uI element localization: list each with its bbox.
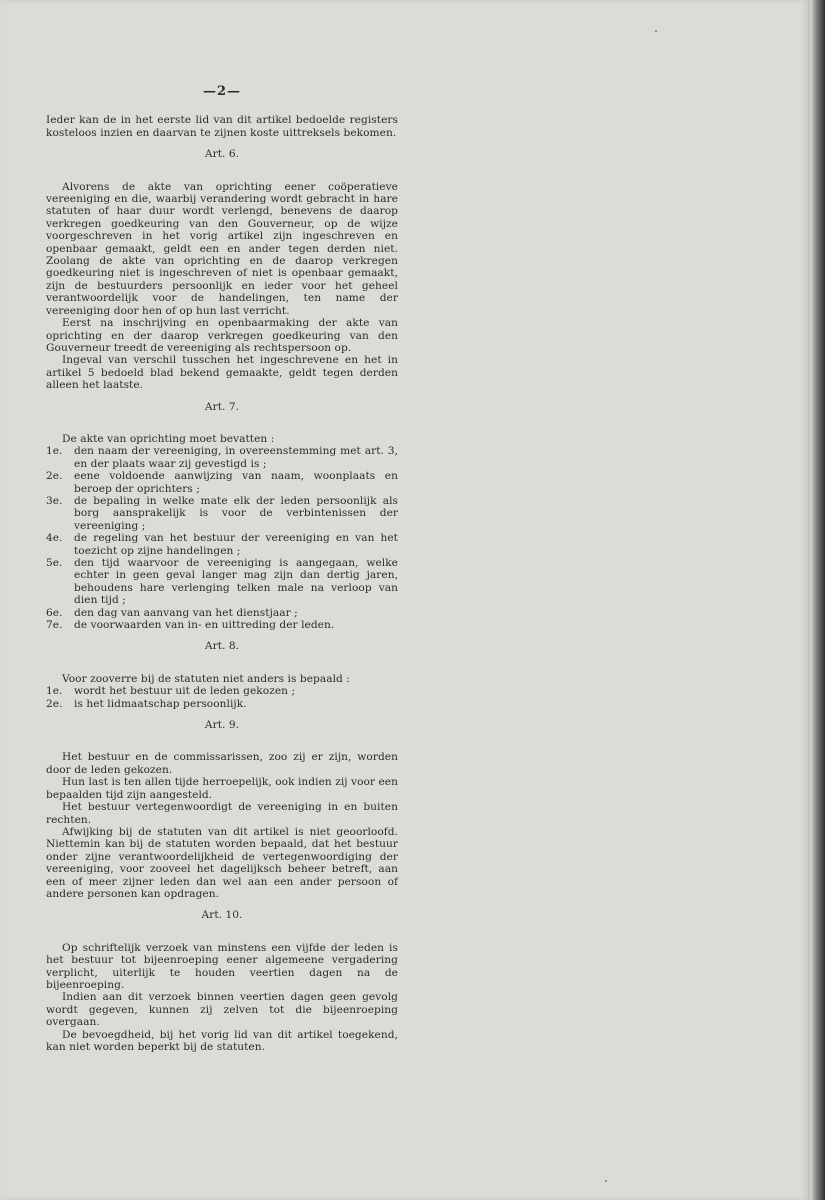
intro-paragraph: Ieder kan de in het eerste lid van dit artikel bedoelde registers kosteloos inzien en daarvan te zijnen koste uittreksels bekomen.: [46, 114, 398, 139]
article-7-item: 6e. den dag van aanvang van het dienstjaar ;: [46, 606, 298, 619]
article-9-paragraph-4: Afwijking bij de statuten van dit artikel is niet geoorloofd. Niettemin kan bij de statuten worden bepaald, dat het bestuur onder zijne verantwoordelijkheid de vertegenwoordiging der vereeniging, voor zooveel het dagelijksch beheer betreft, aan een of meer zijner leden dan wel aan een ander persoon of andere personen kan opdragen.: [46, 825, 398, 900]
article-7-item: 4e. de regeling van het bestuur der vereeniging en van het toezicht op zijne handelingen ;: [46, 532, 398, 557]
paper-speck: [655, 30, 657, 32]
article-8-heading: Art. 8.: [204, 640, 240, 653]
article-8-item: 1e. wordt het bestuur uit de leden gekozen ;: [46, 685, 296, 698]
article-8-item: 2e. is het lidmaatschap persoonlijk.: [46, 697, 247, 710]
article-7-item: 1e. den naam der vereeniging, in overeenstemming met art. 3, en der plaats waar zij gevestigd is ;: [46, 445, 398, 470]
article-6-heading: Art. 6.: [204, 148, 240, 161]
article-9-paragraph-2: Hun last is ten allen tijde herroepelijk, ook indien zij voor een bepaalden tijd zijn aangesteld.: [46, 776, 398, 801]
article-8-lead: Voor zooverre bij de statuten niet anders is bepaald :: [62, 672, 350, 685]
article-6-paragraph-1: Alvorens de akte van oprichting eener coöperatieve vereeniging en die, waarbij verandering wordt gebracht in hare statuten of haar duur wordt verlengd, benevens de daarop verkregen goedkeuring van den Gouverneur, op de wijze voorgeschreven in het vorig artikel zijn ingeschreven en openbaar gemaakt, geldt een en ander tegen derden niet. Zoolang de akte van oprichting en de daarop verkregen goedkeuring niet is ingeschreven of niet is openbaar gemaakt, zijn de bestuurders persoonlijk en ieder voor het geheel verantwoordelijk voor de handelingen, ten name der vereeniging door hen of op hun last verricht.: [46, 180, 398, 317]
article-7-item: 3e. de bepaling in welke mate elk der leden persoonlijk als borg aansprakelijk is voor de verbintenissen der vereeniging ;: [46, 494, 398, 532]
article-10-paragraph-1: Op schriftelijk verzoek van minstens een vijfde der leden is het bestuur tot bijeenroeping eener algemeene vergadering verplicht, uiterlijk te houden veertien dagen na de bijeenroeping.: [46, 941, 398, 991]
article-7-item: 7e. de voorwaarden van in- en uittreding der leden.: [46, 619, 335, 632]
article-6-paragraph-2: Eerst na inschrijving en openbaarmaking der akte van oprichting en der daarop verkregen goedkeuring van den Gouverneur treedt de vereeniging als rechtspersoon op.: [46, 317, 398, 354]
article-7-item: 5e. den tijd waarvoor de vereeniging is aangegaan, welke echter in geen geval langer mag zijn dan dertig jaren, behoudens hare verlenging telken male na verloop van dien tijd ;: [46, 557, 398, 607]
page-number: —2—: [202, 84, 242, 99]
article-7-item: 2e. eene voldoende aanwijzing van naam, woonplaats en beroep der oprichters ;: [46, 470, 398, 495]
article-9-paragraph-3: Het bestuur vertegenwoordigt de vereeniging in en buiten rechten.: [46, 801, 398, 826]
article-9-paragraph-1: Het bestuur en de commissarissen, zoo zij er zijn, worden door de leden gekozen.: [46, 751, 398, 776]
article-10-paragraph-2: Indien aan dit verzoek binnen veertien dagen geen gevolg wordt gegeven, kunnen zij zelven tot die bijeenroeping overgaan.: [46, 991, 398, 1029]
paper-speck: [605, 1180, 607, 1182]
article-10-heading: Art. 10.: [201, 909, 243, 922]
page-edge-shadow: [808, 0, 825, 1200]
article-6-paragraph-3: Ingeval van verschil tusschen het ingeschrevene en het in artikel 5 bedoeld blad bekend gemaakte, geldt tegen derden alleen het laatste.: [46, 354, 398, 392]
article-9-heading: Art. 9.: [204, 719, 240, 732]
article-10-paragraph-3: De bevoegdheid, bij het vorig lid van dit artikel toegekend, kan niet worden beperkt bij de statuten.: [46, 1028, 398, 1053]
article-7-heading: Art. 7.: [204, 400, 240, 413]
article-7-lead: De akte van oprichting moet bevatten :: [62, 432, 275, 445]
document-text: [46, 86, 398, 1053]
